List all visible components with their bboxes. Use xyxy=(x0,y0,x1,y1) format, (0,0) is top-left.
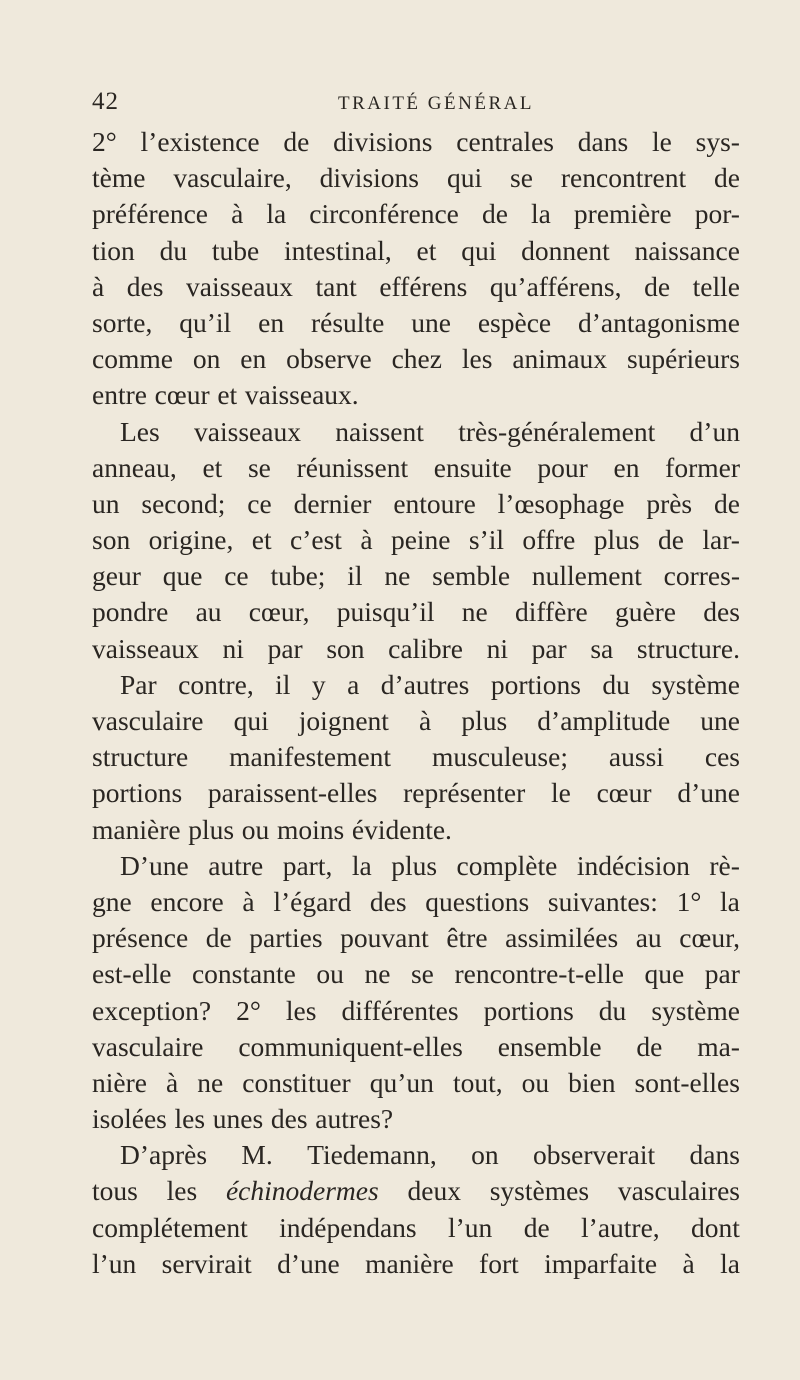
word: vasculaire, xyxy=(173,162,292,194)
word: sa xyxy=(590,632,614,664)
word: au xyxy=(635,922,662,954)
word: divisions xyxy=(333,126,433,157)
word: fort xyxy=(479,1247,519,1279)
word: semble xyxy=(432,560,511,592)
word: que xyxy=(162,560,203,592)
word: ne xyxy=(461,596,488,628)
word: indécision xyxy=(576,849,690,881)
word: plus xyxy=(391,849,438,881)
word: la xyxy=(351,849,372,881)
word: former xyxy=(665,451,740,483)
word: moins xyxy=(276,813,345,845)
word: à xyxy=(682,1247,695,1279)
word: ne xyxy=(197,1066,224,1098)
word: sont-elles xyxy=(634,1066,740,1098)
word: de xyxy=(636,1030,663,1062)
word: vasculaire xyxy=(92,1030,204,1062)
text-line xyxy=(92,269,740,305)
word: se xyxy=(410,958,434,990)
word: divisions xyxy=(319,162,419,194)
word: en xyxy=(613,451,640,483)
word: préférence xyxy=(92,198,209,230)
text-line xyxy=(92,558,740,594)
word: vaisseaux xyxy=(194,415,301,447)
word: son xyxy=(92,524,131,556)
word: structure. xyxy=(636,632,740,664)
word: en xyxy=(240,343,267,375)
word: vaisseaux xyxy=(92,632,199,664)
word: deux xyxy=(407,1175,461,1207)
text-line xyxy=(92,1210,740,1246)
text-line xyxy=(92,305,740,341)
text-line xyxy=(92,233,740,269)
word: d’un xyxy=(689,415,740,447)
text-line xyxy=(92,993,740,1029)
word: s’il xyxy=(468,524,505,556)
text-line xyxy=(92,956,740,992)
word: on xyxy=(471,1139,499,1171)
word: corres- xyxy=(663,560,740,592)
word: résulte xyxy=(310,306,385,338)
word: que xyxy=(644,958,685,990)
word: être xyxy=(446,922,488,954)
word: échinodermes xyxy=(225,1175,379,1207)
word: pondre xyxy=(92,596,169,628)
word: unes xyxy=(212,1103,264,1135)
word: 1° xyxy=(676,885,702,917)
text-line xyxy=(92,920,740,956)
running-title: TRAITÉ GÉNÉRAL xyxy=(338,93,534,114)
word: vasculaires xyxy=(617,1175,740,1207)
word: donnent xyxy=(521,234,610,266)
text-line xyxy=(92,196,740,232)
word: imparfaite xyxy=(544,1247,658,1279)
word: suivantes: xyxy=(547,885,658,917)
word: représenter xyxy=(403,777,526,809)
word: servirait xyxy=(161,1247,252,1279)
word: tème xyxy=(92,162,146,194)
word: entre xyxy=(92,379,147,411)
word: plus xyxy=(188,813,235,845)
word: tout, xyxy=(452,1066,503,1098)
word: l’un xyxy=(448,1211,493,1243)
word: de xyxy=(644,270,671,302)
word: Les xyxy=(120,415,160,447)
word: à xyxy=(419,705,432,736)
word: une xyxy=(411,306,451,338)
text-line xyxy=(92,341,740,377)
word: tant xyxy=(315,270,357,302)
word: d’une xyxy=(277,1247,340,1279)
word: D’après xyxy=(120,1139,208,1171)
word: ce xyxy=(247,487,272,519)
word: par xyxy=(267,632,303,664)
word: de xyxy=(714,162,740,194)
word: des xyxy=(270,1103,308,1135)
word: et xyxy=(217,379,238,411)
word: naissance xyxy=(634,234,740,266)
text-line xyxy=(92,124,740,160)
word: plus xyxy=(593,524,640,556)
word: des xyxy=(369,885,407,917)
word: encore xyxy=(150,885,224,917)
word: du xyxy=(598,994,627,1026)
word: ce xyxy=(224,560,249,592)
word: au xyxy=(195,596,222,628)
word: d’autres xyxy=(380,668,470,700)
word: à xyxy=(231,198,244,230)
word: ensuite xyxy=(433,451,512,483)
word: une xyxy=(700,705,740,736)
word: à xyxy=(360,524,373,556)
word: se xyxy=(510,162,533,194)
word: ni xyxy=(222,632,244,664)
word: manière xyxy=(92,813,181,845)
word: à xyxy=(92,270,105,302)
word: bien xyxy=(568,1066,616,1098)
word: qu’il xyxy=(179,306,232,338)
word: structure xyxy=(92,741,189,773)
word: supérieurs xyxy=(626,343,740,375)
text-line xyxy=(92,594,740,630)
word: calibre xyxy=(388,632,463,664)
word: ni xyxy=(486,632,508,664)
word: pouvant xyxy=(340,922,429,954)
word: a xyxy=(347,668,360,700)
word: réunissent xyxy=(296,451,409,483)
word: qui xyxy=(461,234,497,266)
word: intestinal, xyxy=(284,234,392,266)
word: tous xyxy=(92,1175,138,1207)
word: de xyxy=(481,198,508,230)
word: et xyxy=(251,524,272,556)
word: ou xyxy=(521,1066,550,1098)
word: autre xyxy=(208,849,264,881)
word: nière xyxy=(92,1066,147,1098)
word: rè- xyxy=(709,849,740,881)
word: D’une xyxy=(120,849,189,881)
word: des xyxy=(126,270,164,302)
word: près xyxy=(646,487,693,519)
word: animaux xyxy=(512,343,608,375)
word: isolées xyxy=(92,1103,167,1135)
word: exception? xyxy=(92,994,212,1026)
word: manière xyxy=(365,1247,454,1279)
word: d’amplitude xyxy=(537,705,671,736)
word: ou xyxy=(316,958,344,990)
word: 2° xyxy=(236,994,261,1026)
word: cœur, xyxy=(248,596,310,628)
word: espèce xyxy=(477,306,552,338)
word: d’antagonisme xyxy=(578,306,740,338)
word: por- xyxy=(694,198,740,230)
word: observerait xyxy=(532,1139,656,1171)
word: le xyxy=(651,126,672,157)
text-line xyxy=(92,739,740,775)
text-line xyxy=(92,160,740,196)
word: portions xyxy=(483,994,574,1026)
word: constituer xyxy=(242,1066,351,1098)
word: assimilées xyxy=(505,922,619,954)
running-head xyxy=(92,88,740,122)
word: constante xyxy=(191,958,296,990)
word: à xyxy=(242,885,255,917)
text-line xyxy=(92,522,740,558)
word: observe xyxy=(286,343,372,375)
word: plus xyxy=(461,705,508,736)
word: tube xyxy=(211,234,260,266)
word: complète xyxy=(456,849,558,881)
text-line xyxy=(92,775,740,811)
word: ou xyxy=(241,813,270,845)
text-line xyxy=(92,1101,740,1137)
word: dernier xyxy=(293,487,372,519)
word: qu’un xyxy=(369,1066,434,1098)
word: rencontre-t-elle xyxy=(454,958,624,990)
word: communiquent-elles xyxy=(238,1030,463,1062)
word: son xyxy=(326,632,365,664)
word: portions xyxy=(92,777,183,809)
word: d’une xyxy=(677,777,740,809)
word: différentes xyxy=(341,994,459,1026)
word: ensemble xyxy=(497,1030,602,1062)
word: dont xyxy=(691,1211,740,1243)
word: autres? xyxy=(315,1103,394,1135)
word: gne xyxy=(92,885,132,917)
word: ma- xyxy=(697,1030,740,1062)
word: il xyxy=(275,668,291,700)
word: sys- xyxy=(695,126,740,157)
word: système xyxy=(651,994,740,1026)
word: manifestement xyxy=(229,741,392,773)
word: un xyxy=(92,487,120,519)
word: du xyxy=(159,234,188,266)
word: dans xyxy=(577,126,629,157)
word: centrales xyxy=(456,126,554,157)
word: se xyxy=(247,451,271,483)
word: les xyxy=(285,994,317,1026)
word: ne xyxy=(364,958,391,990)
text-line xyxy=(92,1246,740,1282)
word: Tiedemann, xyxy=(307,1139,437,1171)
word: très-généralement xyxy=(458,415,656,447)
word: vaisseaux xyxy=(186,270,293,302)
text-line xyxy=(92,1029,740,1065)
word: aussi xyxy=(608,741,664,773)
word: anneau, xyxy=(92,451,177,483)
text-line xyxy=(92,667,740,703)
word: musculeuse; xyxy=(432,741,568,773)
word: M. xyxy=(241,1139,273,1171)
word: système xyxy=(651,668,740,700)
word: part, xyxy=(282,849,333,881)
word: dans xyxy=(689,1139,740,1171)
text-line xyxy=(92,884,740,920)
word: la xyxy=(720,1247,740,1279)
page-number: 42 xyxy=(92,88,119,115)
word: est-elle xyxy=(92,958,172,990)
word: puisqu’il xyxy=(336,596,435,628)
word: y xyxy=(311,668,326,700)
word: l’œsophage xyxy=(497,487,625,519)
word: cœur xyxy=(596,777,652,809)
word: systèmes xyxy=(489,1175,590,1207)
word: les xyxy=(174,1103,206,1135)
word: et xyxy=(202,451,223,483)
word: de xyxy=(283,126,310,157)
word: évidente. xyxy=(351,813,452,845)
word: vasculaire xyxy=(92,705,204,736)
word: qui xyxy=(233,705,269,736)
text-line xyxy=(92,1173,740,1209)
word: à xyxy=(166,1066,179,1098)
text-line xyxy=(92,631,740,667)
word: rencontrent xyxy=(560,162,687,194)
word: second; xyxy=(141,487,226,519)
text-line xyxy=(92,414,740,450)
word: contre, xyxy=(178,668,254,700)
word: les xyxy=(166,1175,198,1207)
word: cœur, xyxy=(679,922,740,954)
word: paraissent-elles xyxy=(207,777,378,809)
word: tube; xyxy=(270,560,326,592)
word: qu’afférens, xyxy=(489,270,622,302)
word: de xyxy=(205,922,232,954)
word: guère xyxy=(614,596,677,628)
word: par xyxy=(704,958,740,990)
word: diffère xyxy=(514,596,588,628)
word: pour xyxy=(537,451,588,483)
word: de xyxy=(714,487,740,519)
word: présence xyxy=(92,922,189,954)
word: du xyxy=(602,668,630,700)
word: la xyxy=(720,885,740,917)
word: la xyxy=(266,198,287,230)
word: on xyxy=(192,343,221,375)
word: des xyxy=(703,596,740,628)
word: nullement xyxy=(531,560,642,592)
word: le xyxy=(551,777,571,809)
word: entoure xyxy=(393,487,476,519)
word: par xyxy=(531,632,567,664)
word: offre xyxy=(522,524,576,556)
word: 2° xyxy=(92,126,117,157)
word: ces xyxy=(704,741,740,773)
word: circonférence xyxy=(309,198,459,230)
word: de xyxy=(523,1211,550,1243)
word: en xyxy=(258,306,285,338)
word: l’un xyxy=(92,1247,137,1279)
word: geur xyxy=(92,560,141,592)
word: origine, xyxy=(148,524,234,556)
word: de xyxy=(657,524,684,556)
text-line xyxy=(92,1065,740,1101)
word: les xyxy=(461,343,493,375)
word: telle xyxy=(692,270,740,302)
word: il xyxy=(347,560,363,592)
word: cœur xyxy=(154,379,210,411)
word: l’autre, xyxy=(581,1211,660,1243)
word: c’est xyxy=(290,524,342,556)
word: joignent xyxy=(298,705,389,736)
word: Par xyxy=(120,668,157,700)
word: efférens xyxy=(379,270,468,302)
word: chez xyxy=(391,343,442,375)
word: comme xyxy=(92,343,173,375)
text-line xyxy=(92,1137,740,1173)
word: la xyxy=(530,198,551,230)
body-text xyxy=(92,124,740,1282)
word: tion xyxy=(92,234,135,266)
text-line xyxy=(92,848,740,884)
word: indépendans xyxy=(279,1211,417,1243)
text-line xyxy=(92,486,740,522)
word: naissent xyxy=(335,415,424,447)
word: lar- xyxy=(702,524,740,556)
word: première xyxy=(573,198,672,230)
word: ne xyxy=(384,560,411,592)
word: qui xyxy=(446,162,483,194)
word: questions xyxy=(425,885,530,917)
word: complétement xyxy=(92,1211,248,1243)
text-line xyxy=(92,377,740,413)
word: vaisseaux. xyxy=(244,379,359,411)
word: l’existence xyxy=(140,126,260,157)
text-line xyxy=(92,812,740,848)
word: portions xyxy=(490,668,581,700)
word: et xyxy=(416,234,437,266)
word: peine xyxy=(390,524,451,556)
word: l’égard xyxy=(273,885,352,917)
word: sorte, xyxy=(92,306,153,338)
word: parties xyxy=(249,922,323,954)
text-line xyxy=(92,703,740,739)
text-line xyxy=(92,450,740,486)
